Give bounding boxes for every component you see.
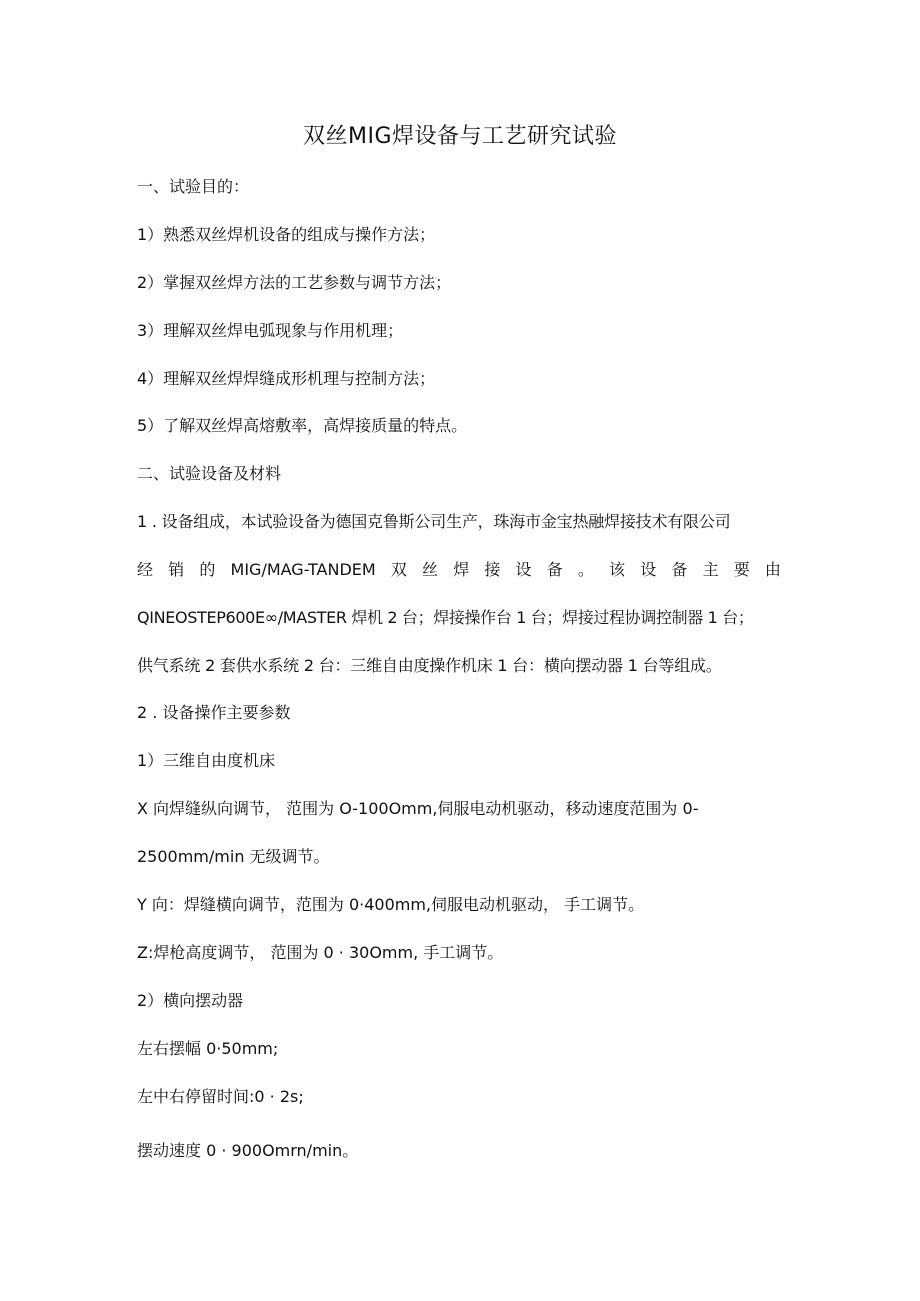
objective-item: 2）掌握双丝焊方法的工艺参数与调节方法； — [137, 273, 452, 292]
objective-item: 1）熟悉双丝焊机设备的组成与操作方法； — [137, 225, 436, 244]
word: MIG/MAG-TANDEM — [230, 560, 376, 579]
word: 该 — [609, 560, 626, 579]
equipment-paragraph-line: QINEOSTEP600E∞/MASTER 焊机 2 台；焊接操作台 1 台；焊接过程协调控制器 1 台； — [137, 608, 754, 627]
word: 经 — [137, 560, 154, 579]
word: 销 — [168, 560, 185, 579]
section-heading-equipment: 二、试验设备及材料 — [137, 464, 282, 483]
objective-item: 4）理解双丝焊焊缝成形机理与控制方法； — [137, 369, 436, 388]
word: 接 — [484, 560, 501, 579]
word: 双 — [390, 560, 407, 579]
swing-spec-line: 左中右停留时间:0 · 2s; — [137, 1087, 304, 1106]
subheading-swing: 2）横向摆动器 — [137, 991, 244, 1010]
word: 的 — [199, 560, 216, 579]
y-axis-spec-line: Y 向：焊缝横向调节，范围为 0·400mm,伺服电动机驱动， 手工调节。 — [137, 895, 645, 914]
word: 焊 — [453, 560, 470, 579]
swing-spec-line: 摆动速度 0 · 900Omrn/min。 — [137, 1141, 359, 1160]
objective-item: 3）理解双丝焊电弧现象与作用机理； — [137, 321, 404, 340]
word: 丝 — [422, 560, 439, 579]
subheading-parameters: 2 . 设备操作主要参数 — [137, 703, 291, 722]
word: 。 — [577, 560, 594, 579]
subheading-machine: 1）三维自由度机床 — [137, 751, 276, 770]
section-heading-objectives: 一、试验目的： — [137, 177, 250, 196]
x-axis-spec-line: 2500mm/min 无级调节。 — [137, 847, 330, 866]
word: 设 — [515, 560, 532, 579]
equipment-paragraph-justified-line — [137, 558, 781, 582]
swing-spec-line: 左右摆幅 0·50mm; — [137, 1039, 279, 1058]
document-title: 双丝MIG焊设备与工艺研究试验 — [302, 124, 618, 149]
objective-item: 5）了解双丝焊高熔敷率，高焊接质量的特点。 — [137, 416, 468, 435]
word: 备 — [546, 560, 563, 579]
word: 要 — [733, 560, 750, 579]
word: 主 — [702, 560, 719, 579]
equipment-paragraph-line: 1 . 设备组成，本试验设备为德国克鲁斯公司生产，珠海市金宝热融焊接技术有限公司 — [137, 512, 731, 531]
x-axis-spec-line: X 向焊缝纵向调节， 范围为 O-100Omm,伺服电动机驱动，移动速度范围为 0- — [137, 799, 699, 818]
equipment-paragraph-line: 供气系统 2 套供水系统 2 台：三维自由度操作机床 1 台：横向摆动器 1 台等组成。 — [137, 656, 722, 675]
word: 设 — [640, 560, 657, 579]
word: 由 — [764, 560, 781, 579]
z-axis-spec-line: Z:焊枪高度调节， 范围为 0 · 30Omm, 手工调节。 — [137, 943, 504, 962]
word: 备 — [671, 560, 688, 579]
